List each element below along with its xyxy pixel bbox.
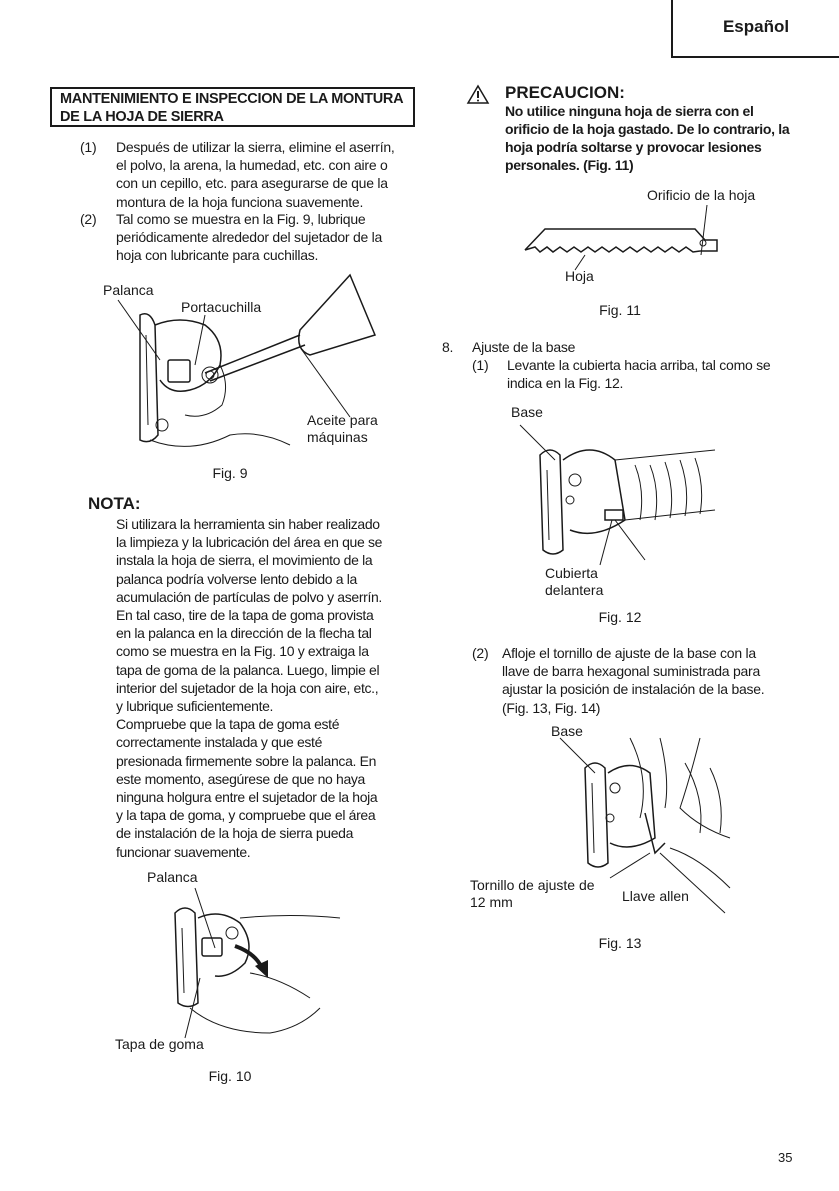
nota-heading: NOTA: [88,494,141,513]
nota-line: de instalación de la hoja de sierra pueda [116,825,354,842]
nota-line: en la palanca en la dirección de la flecha tal [116,625,372,642]
fig12-caption: Fig. 12 [598,609,642,625]
nota-line: ninguna holgura entre el sujetador de la hoja [116,789,378,806]
nota-line: funcionar suavemente. [116,843,251,860]
nota-line: interior del sujetador de la hoja con aire, etc., [116,679,379,696]
warning-line: orificio de la hoja gastado. De lo contrario, la [505,121,790,137]
fig10-label-cap: Tapa de goma [115,1036,204,1052]
item-number: (1) [80,139,97,155]
fig13-label-screw-1: Tornillo de ajuste de [470,877,595,893]
fig13-label-base: Base [551,723,583,739]
fig13-illustration [560,738,745,888]
text-line: ajustar la posición de instalación de la base. [502,681,765,698]
fig9-caption: Fig. 9 [212,465,248,481]
nota-line: como se muestra en la Fig. 10 y extraiga la [116,643,369,660]
nota-line: tapa de goma de la palanca. Luego, limpie el [116,661,380,678]
fig9-illustration [110,255,380,455]
fig9-label-holder: Portacuchilla [181,299,262,315]
fig12-label-cover-2: delantera [545,582,604,598]
text-line: el polvo, la arena, la humedad, etc. con aire o [116,157,388,174]
fig9-label-oil-2: máquinas [307,429,368,445]
nota-body [116,515,421,861]
fig11-blade-illustration [505,205,735,275]
nota-line: Compruebe que la tapa de goma esté [116,716,340,733]
text-line: periódicamente alrededor del sujetador de la [116,229,383,246]
fig10-label-lever: Palanca [147,869,198,885]
section-title-line2: DE LA HOJA DE SIERRA [60,109,224,125]
nota-line: Si utilizara la herramienta sin haber realizado [116,516,380,532]
fig12-label-base: Base [511,404,543,420]
item-number: (2) [80,211,97,227]
fig9-label-lever: Palanca [103,282,154,298]
text-line: Afloje el tornillo de ajuste de la base con la [502,645,756,661]
nota-line: En tal caso, tire de la tapa de goma provista [116,607,374,624]
nota-line: acumulación de partículas de polvo y aserrín. [116,588,382,605]
text-line: Levante la cubierta hacia arriba, tal como se [507,357,771,373]
text-line: Después de utilizar la sierra, elimine el aserrín, [116,139,395,155]
fig12-illustration [515,420,715,570]
nota-line: y la tapa de goma, y compruebe que el área [116,807,376,824]
warning-line: No utilice ninguna hoja de sierra con el [505,103,754,119]
page-number: 35 [778,1150,793,1165]
warning-line: personales. (Fig. 11) [505,157,634,173]
text-line: Tal como se muestra en la Fig. 9, lubrique [116,211,366,227]
item-number: (2) [472,645,489,661]
fig11-caption: Fig. 11 [599,302,641,318]
nota-line: presionada firmemente sobre la palanca. En [116,752,377,769]
nota-line: y lubrique suficientemente. [116,698,274,715]
text-line: indica en la Fig. 12. [507,375,624,392]
nota-line: la limpieza y la lubricación del área en que se [116,534,383,551]
language-tab [671,0,839,58]
language-label: Español [722,17,790,36]
warning-triangle-icon [467,84,489,104]
fig11-label-blade: Hoja [565,268,594,284]
text-line: hoja con lubricante para cuchillas. [116,247,319,264]
fig9-label-oil-1: Aceite para [307,412,378,428]
fig11-label-hole: Orificio de la hoja [647,187,756,203]
nota-line: este momento, asegúrese de que no haya [116,770,365,787]
nota-line: palanca podría volverse lento debido a la [116,570,357,587]
nota-line: instala la hoja de sierra, el movimiento de la [116,552,373,569]
warning-heading: PRECAUCION: [505,83,625,102]
nota-line: correctamente instalada y que esté [116,734,323,751]
fig13-caption: Fig. 13 [598,935,642,951]
text-line: (Fig. 13, Fig. 14) [502,699,601,716]
warning-body [505,102,810,174]
warning-line: hoja podría soltarse y provocar lesiones [505,139,762,155]
step8-number: 8. [442,339,454,355]
fig10-illustration [160,888,340,1048]
step8-title: Ajuste de la base [472,339,576,355]
text-line: llave de barra hexagonal suministrada para [502,663,760,680]
fig13-label-screw-2: 12 mm [470,894,513,910]
section-title-line1: MANTENIMIENTO E INSPECCION DE LA MONTURA [60,91,404,107]
fig13-label-key: Llave allen [622,888,689,904]
fig12-label-cover-1: Cubierta [545,565,598,581]
text-line: montura de la hoja funciona suavemente. [116,193,364,210]
item-number: (1) [472,357,489,373]
fig10-caption: Fig. 10 [208,1068,252,1084]
section-title-box [50,87,415,127]
text-line: con un cepillo, etc. para asegurarse de que la [116,175,388,192]
